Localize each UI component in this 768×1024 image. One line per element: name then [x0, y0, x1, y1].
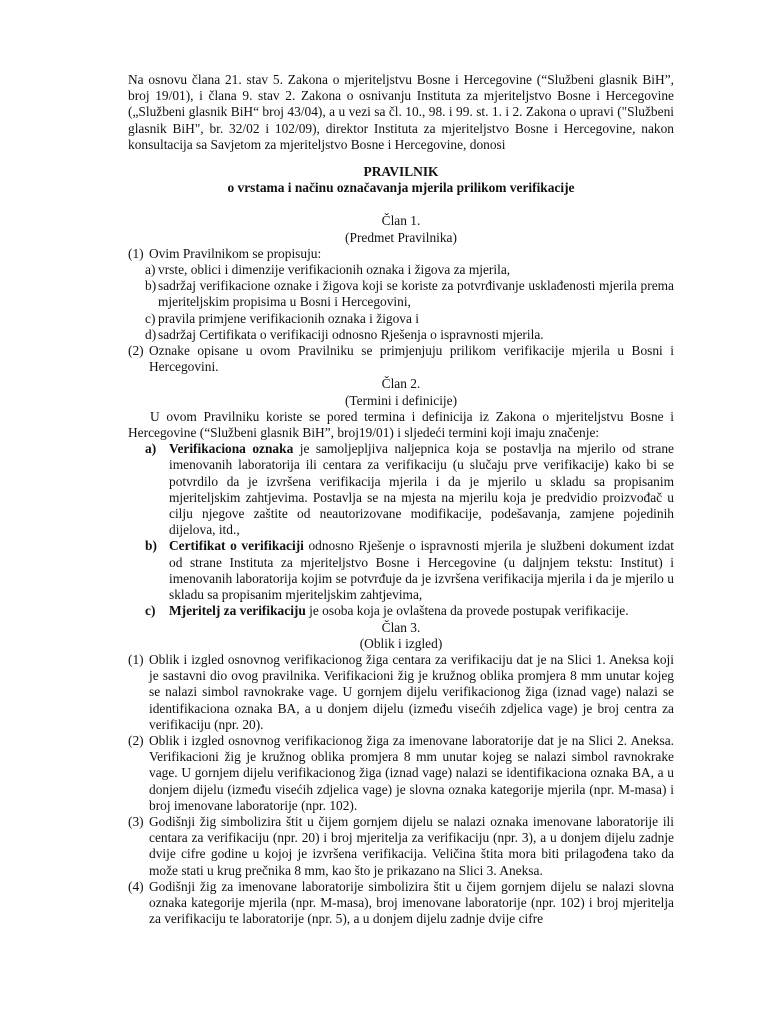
list-item-label: b) [145, 278, 157, 294]
paragraph-number: (3) [128, 813, 144, 829]
article-subheading: (Predmet Pravilnika) [345, 229, 457, 245]
definition-text: je osoba koja je ovlaštena da provede postupak verifikacije. [305, 603, 629, 619]
paragraph-number: (4) [128, 878, 144, 894]
definition-label: c) [145, 603, 156, 619]
definition-text: je samoljepljiva naljepnica koja se postavlja na mjerilo od strane imenovanih laboratorija ili centara za verifikaciju (u slučaju prve verifikacije) kako bi se potvrdilo da je izvršena verifikacija mjerila i da je mjerilo u skladu sa propisanim mjeriteljskim zahtjevima. Postavlja se na mjesta na mjerilu koja je predvidio proizvođač u cilju njegove zaštite od neautorizovane modifikacije, podešavanja, zamjene pojedinih dijelova, itd., [169, 441, 674, 538]
paragraph-text: Godišnji žig za imenovane laboratorije simbolizira štit u čijem gornjem dijelu se nalazi slovna oznaka kategorije mjerila (npr. M-masa), broj imenovane laboratorije (npr. 102) i broj mjeritelja za verifikaciju te laboratorije (npr. 5), a u donjem dijelu zadnje dvije cifre [149, 878, 674, 927]
definition-item [128, 441, 674, 538]
article-heading: Član 3. [381, 619, 421, 635]
list-item [145, 262, 674, 278]
paragraph [128, 246, 674, 262]
paragraph-number: (1) [128, 245, 144, 261]
list-item [145, 311, 674, 327]
paragraph [128, 879, 674, 928]
definition-label: b) [145, 538, 157, 554]
preamble: Na osnovu člana 21. stav 5. Zakona o mjeriteljstvu Bosne i Hercegovine (“Službeni glasnik BiH”, broj 19/01), i člana 9. stav 2. Zakona o osnivanju Instituta za mjeriteljstvo Bosne i Hercegovine („Službeni glasnik BiH“ broj 43/04), a u vezi sa čl. 10., 98. i 99. st. 1. i 2. Zakona o upravi ("Službeni glasnik BiH", br. 32/02 i 102/09), direktor Instituta za mjeriteljstvo Bosne i Hercegovine, nakon konsultacija sa Savjetom za mjeriteljstvo Bosne i Hercegovine, donosi [128, 72, 674, 152]
list-item-label: c) [145, 310, 156, 326]
article-intro: U ovom Pravilniku koriste se pored termina i definicija iz Zakona o mjeriteljstvu Bosne i Hercegovine (“Službeni glasnik BiH”, broj19/01) i sljedeći termini koji imaju značenje: [128, 408, 674, 441]
paragraph [128, 814, 674, 879]
article-heading: Član 1. [381, 213, 421, 229]
definition-item [128, 603, 674, 619]
paragraph-text: Oznake opisane u ovom Pravilniku se primjenjuju prilikom verifikacije mjerila u Bosni i Hercegovini. [149, 343, 674, 375]
definition-term: Certifikat o verifikaciji [169, 538, 304, 554]
document-title: PRAVILNIK [363, 164, 439, 180]
list-item-label: d) [145, 326, 157, 342]
list-item-text: pravila primjene verifikacionih oznaka i žigova i [158, 310, 420, 326]
definition-term: Verifikaciona oznaka [169, 441, 294, 457]
list-item-text: vrste, oblici i dimenzije verifikacionih oznaka i žigova za mjerila, [158, 262, 511, 278]
definition-item [128, 538, 674, 603]
list-item-label: a) [145, 262, 156, 278]
paragraph [128, 652, 674, 733]
list-item [145, 327, 674, 343]
definition-term: Mjeritelj za verifikaciju [169, 603, 306, 619]
paragraph-number: (2) [128, 343, 144, 359]
paragraph-text: Oblik i izgled osnovnog verifikacionog žiga centara za verifikaciju dat je na Slici 1. Aneksa koji je sastavni dio ovog pravilnika. Verifikacioni žig je kružnog oblika promjera 8 mm unutar kojeg se nalazi simbol ravnokrake vage. U gornjem dijelu verifikacionog žiga (iznad vage) nalazi se identifikaciona oznaka BA, a u donjem dijelu (između visećih zdjelica vage) je broj centra za verifikaciju (npr. 20). [149, 651, 674, 732]
list-item-text: sadržaj Certifikata o verifikaciji odnosno Rješenja o ispravnosti mjerila. [158, 326, 544, 342]
definition-text: odnosno Rješenje o ispravnosti mjerila je službeni dokument izdat od strane Instituta za mjeriteljstvo Bosne i Hercegovine (u daljnjem tekstu: Institut) i imenovanih laboratorija kojim se potvrđuje da je izvršena verifikacija mjerila i da je mjerilo u skladu sa propisanim mjeriteljskim zahtjevima, [169, 538, 674, 603]
paragraph-number: (1) [128, 651, 144, 667]
article-subheading: (Oblik i izgled) [359, 635, 443, 651]
document-subtitle: o vrstama i načinu označavanja mjerila prilikom verifikacije [227, 180, 575, 196]
paragraph-text: Ovim Pravilnikom se propisuju: [149, 245, 322, 261]
paragraph [128, 733, 674, 814]
list-item-text: sadržaj verifikacione oznake i žigova koji se koriste za potvrđivanje usklađenosti mjerila prema mjeriteljskim propisima u Bosni i Hercegovini, [158, 278, 674, 310]
definition-label: a) [145, 441, 157, 457]
article-subheading: (Termini i definicije) [344, 392, 458, 408]
paragraph-text: Godišnji žig simbolizira štit u čijem gornjem dijelu se nalazi oznaka imenovane laboratorije ili centara za verifikaciju (npr. 20) i broj mjeritelja za verifikaciju (npr. 3), a u donjem dijelu zadnje dvije cifre godine u kojoj je izvršena verifikacija. Veličina štita mora biti prilagođena tako da može stati u krug prečnika 8 mm, kao što je prikazano na Slici 3. Aneksa. [149, 813, 674, 878]
paragraph [128, 343, 674, 375]
article-heading: Član 2. [381, 376, 421, 392]
list-item [145, 278, 674, 310]
paragraph-number: (2) [128, 732, 144, 748]
paragraph-text: Oblik i izgled osnovnog verifikacionog žiga za imenovane laboratorije dat je na Slici 2. Aneksa. Verifikacioni žig je kružnog oblika promjera 8 mm unutar kojeg se nalazi simbol ravnokrake vage. U gornjem dijelu verifikacionog žiga (iznad vage) nalazi se identifikaciona oznaka BA, a u donjem dijelu (između visećih zdjelica vage) je slovna oznaka kategorije mjerila (npr. M-masa) i broj imenovane laboratorije (npr. 102). [149, 732, 674, 813]
